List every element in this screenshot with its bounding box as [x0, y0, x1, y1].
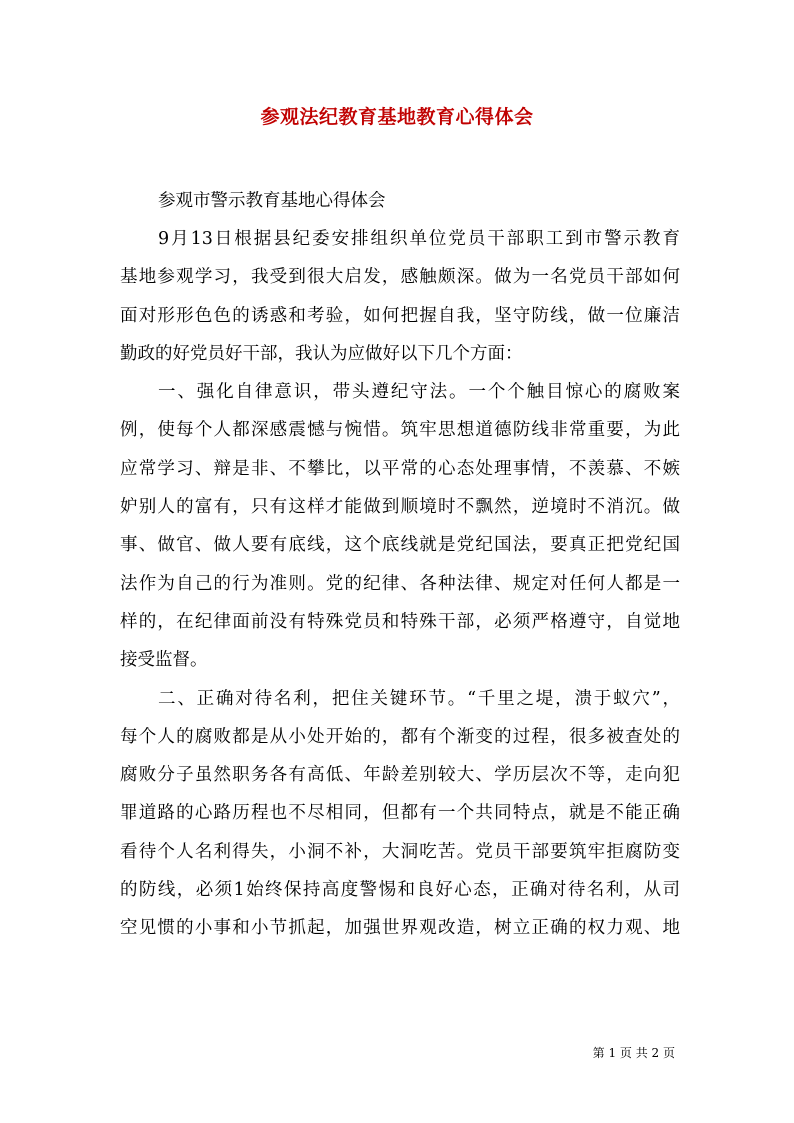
- paragraph-2-line-4: 妒别人的富有，只有这样才能做到顺境时不飘然，逆境时不消沉。做: [120, 497, 680, 518]
- document-body: [120, 182, 680, 948]
- paragraph-1-line-1: 9月13日根据县纪委安排组织单位党员干部职工到市警示教育: [158, 229, 680, 249]
- paragraph-3-line-4: 罪道路的心路历程也不尽相同，但都有一个共同特点，就是不能正确: [120, 803, 680, 824]
- paragraph-3-line-5: 看待个人名利得失，小洞不补，大洞吃苦。党员干部要筑牢拒腐防变: [120, 841, 680, 862]
- paragraph-2-line-2: 例，使每个人都深感震憾与惋惜。筑牢思想道德防线非常重要，为此: [120, 420, 680, 441]
- document-subtitle: 参观市警示教育基地心得体会: [158, 191, 386, 211]
- document-title: 参观法纪教育基地教育心得体会: [260, 106, 534, 128]
- paragraph-2-line-1: 一、强化自律意识，带头遵纪守法。一个个触目惊心的腐败案: [158, 382, 680, 403]
- paragraph-3-line-3: 腐败分子虽然职务各有高低、年龄差别较大、学历层次不等，走向犯: [120, 765, 680, 786]
- paragraph-1-line-2: 基地参观学习，我受到很大启发，感触颇深。做为一名党员干部如何: [120, 267, 680, 288]
- paragraph-1-line-3: 面对形形色色的诱惑和考验，如何把握自我，坚守防线，做一位廉洁: [120, 305, 680, 326]
- paragraph-3-line-7: 空见惯的小事和小节抓起，加强世界观改造，树立正确的权力观、地: [120, 918, 680, 939]
- paragraph-2-line-3: 应常学习、辩是非、不攀比，以平常的心态处理事情，不羡慕、不嫉: [120, 458, 680, 479]
- paragraph-3-line-2: 每个人的腐败都是从小处开始的，都有个渐变的过程，很多被查处的: [120, 726, 680, 747]
- paragraph-2-line-5: 事、做官、做人要有底线，这个底线就是党纪国法，要真正把党纪国: [120, 535, 680, 556]
- paragraph-2-line-6: 法作为自己的行为准则。党的纪律、各种法律、规定对任何人都是一: [120, 573, 680, 594]
- paragraph-2-line-7: 样的，在纪律面前没有特殊党员和特殊干部，必须严格遵守，自觉地: [120, 611, 680, 632]
- page-number-footer: 第 1 页 共 2 页: [592, 1046, 675, 1060]
- paragraph-3-line-6: 的防线，必须1始终保持高度警惕和良好心态，正确对待名利，从司: [120, 880, 680, 901]
- paragraph-1-line-4: 勤政的好党员好干部，我认为应做好以下几个方面：: [120, 343, 523, 364]
- paragraph-3-line-1: 二、正确对待名利，把住关键环节。“千里之堤，溃于蚁穴”，: [158, 688, 680, 709]
- paragraph-2-line-8: 接受监督。: [120, 650, 208, 671]
